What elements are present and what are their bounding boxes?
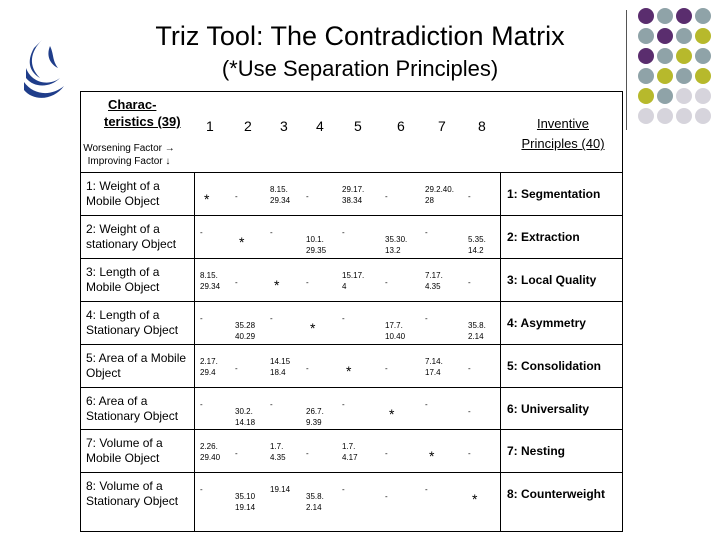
diagonal-star: *	[310, 320, 316, 336]
decor-dot	[676, 48, 692, 64]
characteristics-line1: Charac-	[108, 97, 157, 112]
matrix-cell: -	[270, 314, 273, 323]
matrix-cell: -	[235, 192, 238, 201]
inventive-principle: 7: Nesting	[507, 444, 566, 458]
matrix-cell: 29.17. 38.34	[342, 185, 365, 205]
decor-dot	[695, 108, 711, 124]
row-separator	[80, 531, 622, 532]
decor-dot	[695, 28, 711, 44]
matrix-cell: -	[270, 228, 273, 237]
matrix-cell: -	[468, 278, 471, 287]
diagonal-star: *	[472, 491, 478, 507]
matrix-cell: -	[200, 485, 203, 494]
row-separator	[80, 472, 622, 473]
decor-dot	[638, 8, 654, 24]
matrix-cell: -	[306, 449, 309, 458]
matrix-cell: -	[425, 314, 428, 323]
factor-legend	[64, 142, 194, 168]
decor-dot	[638, 68, 654, 84]
matrix-cell: -	[385, 192, 388, 201]
matrix-cell: 5.35. 14.2	[468, 235, 486, 255]
row-label: 2: Weight of a stationary Object	[86, 222, 177, 251]
decor-dot	[676, 68, 692, 84]
row-label: 3: Length of a Mobile Object	[86, 265, 160, 294]
column-header: 4	[316, 118, 324, 134]
matrix-cell: 10.1. 29.35	[306, 235, 327, 255]
decor-dot	[657, 108, 673, 124]
inventive-line1: Inventive	[536, 116, 590, 131]
row-separator	[80, 215, 622, 216]
decor-dot	[676, 88, 692, 104]
decor-dot	[657, 88, 673, 104]
matrix-cell: -	[385, 364, 388, 373]
row-label: 5: Area of a Mobile Object	[86, 351, 187, 380]
matrix-cell: -	[385, 449, 388, 458]
row-separator	[80, 429, 622, 430]
matrix-cell: 7.14. 17.4	[425, 357, 443, 377]
decor-dot	[657, 28, 673, 44]
column-header: 6	[397, 118, 405, 134]
worsening-factor-label: Worsening Factor →	[83, 143, 175, 154]
matrix-cell: 7.17. 4.35	[425, 271, 443, 291]
decor-dot	[676, 8, 692, 24]
decor-dot	[657, 8, 673, 24]
matrix-cell: -	[342, 485, 345, 494]
inventive-principle: 3: Local Quality	[507, 273, 597, 287]
matrix-cell: 35.28 40.29	[235, 321, 256, 341]
diagonal-star: *	[204, 191, 210, 207]
inventive-principle: 8: Counterweight	[507, 487, 605, 501]
matrix-cell: -	[306, 192, 309, 201]
page-title: Triz Tool: The Contradiction Matrix	[155, 21, 565, 51]
matrix-cell: 35.10 19.14	[235, 492, 256, 512]
decor-dot	[695, 88, 711, 104]
diagonal-star: *	[346, 363, 352, 379]
diagonal-star: *	[274, 277, 280, 293]
matrix-cell: -	[200, 400, 203, 409]
matrix-cell: -	[306, 364, 309, 373]
row-label: 1: Weight of a Mobile Object	[86, 179, 160, 208]
characteristics-line2: teristics (39)	[104, 114, 181, 129]
diagonal-star: *	[429, 448, 435, 464]
row-separator	[80, 172, 622, 173]
matrix-cell: 8.15. 29.34	[270, 185, 291, 205]
inventive-line2: Principles (40)	[521, 136, 605, 151]
matrix-top-border	[80, 91, 622, 92]
matrix-cell: -	[385, 278, 388, 287]
inventive-principle: 1: Segmentation	[507, 187, 601, 201]
row-separator	[80, 344, 622, 345]
matrix-cell: 2.17. 29.4	[200, 357, 218, 377]
page-subtitle: (*Use Separation Principles)	[221, 56, 499, 81]
inventive-principle: 5: Consolidation	[507, 359, 601, 373]
column-separator	[500, 172, 501, 532]
matrix-cell: -	[342, 228, 345, 237]
matrix-cell: -	[306, 278, 309, 287]
diagonal-star: *	[389, 406, 395, 422]
matrix-cell: -	[468, 192, 471, 201]
matrix-cell: -	[342, 314, 345, 323]
matrix-cell: 17.7. 10.40	[385, 321, 406, 341]
row-separator	[80, 301, 622, 302]
decorative-dots	[638, 8, 718, 148]
matrix-cell: -	[385, 492, 388, 501]
flame-logo-icon	[20, 38, 70, 106]
matrix-cell: 2.26. 29.40	[200, 442, 221, 462]
matrix-cell: 30.2. 14.18	[235, 407, 256, 427]
matrix-cell: 1.7. 4.35	[270, 442, 286, 462]
inventive-header	[508, 114, 618, 154]
matrix-cell: 1.7. 4.17	[342, 442, 358, 462]
decor-dot	[695, 48, 711, 64]
column-header: 5	[354, 118, 362, 134]
column-header: 7	[438, 118, 446, 134]
inventive-principle: 6: Universality	[507, 402, 590, 416]
column-header: 1	[206, 118, 214, 134]
matrix-cell: 8.15. 29.34	[200, 271, 221, 291]
decor-dot	[695, 8, 711, 24]
matrix-cell: 14.15 18.4	[270, 357, 291, 377]
matrix-cell: 19.14	[270, 485, 291, 494]
inventive-principle: 4: Asymmetry	[507, 316, 586, 330]
matrix-cell: -	[342, 400, 345, 409]
column-separator	[80, 91, 81, 532]
improving-factor-label: Improving Factor ↓	[87, 156, 171, 167]
decor-dot	[638, 108, 654, 124]
decor-dot	[657, 48, 673, 64]
decor-dot	[638, 48, 654, 64]
matrix-cell: -	[425, 228, 428, 237]
matrix-cell: -	[200, 314, 203, 323]
matrix-cell: -	[270, 400, 273, 409]
matrix-cell: -	[468, 449, 471, 458]
row-label: 7: Volume of a Mobile Object	[86, 436, 163, 465]
decor-dot	[695, 68, 711, 84]
decor-dot	[676, 108, 692, 124]
matrix-cell: 35.8. 2.14	[468, 321, 486, 341]
decor-dot	[638, 88, 654, 104]
matrix-cell: -	[200, 228, 203, 237]
matrix-cell: 26.7. 9.39	[306, 407, 324, 427]
matrix-cell: -	[468, 407, 471, 416]
divider	[626, 10, 627, 130]
matrix-cell: 29.2.40. 28	[425, 185, 454, 205]
matrix-cell: 15.17. 4	[342, 271, 365, 291]
inventive-principle: 2: Extraction	[507, 230, 580, 244]
matrix-cell: -	[235, 278, 238, 287]
column-header: 3	[280, 118, 288, 134]
row-separator	[80, 387, 622, 388]
matrix-cell: -	[468, 364, 471, 373]
decor-dot	[638, 28, 654, 44]
characteristics-header	[104, 96, 181, 130]
row-label: 6: Area of a Stationary Object	[86, 394, 179, 423]
row-label: 8: Volume of a Stationary Object	[86, 479, 179, 508]
matrix-cell: -	[425, 400, 428, 409]
column-header: 2	[244, 118, 252, 134]
row-separator	[80, 258, 622, 259]
matrix-cell: -	[235, 449, 238, 458]
decor-dot	[676, 28, 692, 44]
column-separator	[622, 91, 623, 532]
decor-dot	[657, 68, 673, 84]
diagonal-star: *	[239, 234, 245, 250]
matrix-cell: 35.8. 2.14	[306, 492, 324, 512]
column-header: 8	[478, 118, 486, 134]
matrix-cell: -	[425, 485, 428, 494]
matrix-cell: -	[235, 364, 238, 373]
row-label: 4: Length of a Stationary Object	[86, 308, 179, 337]
matrix-cell: 35.30. 13.2	[385, 235, 408, 255]
